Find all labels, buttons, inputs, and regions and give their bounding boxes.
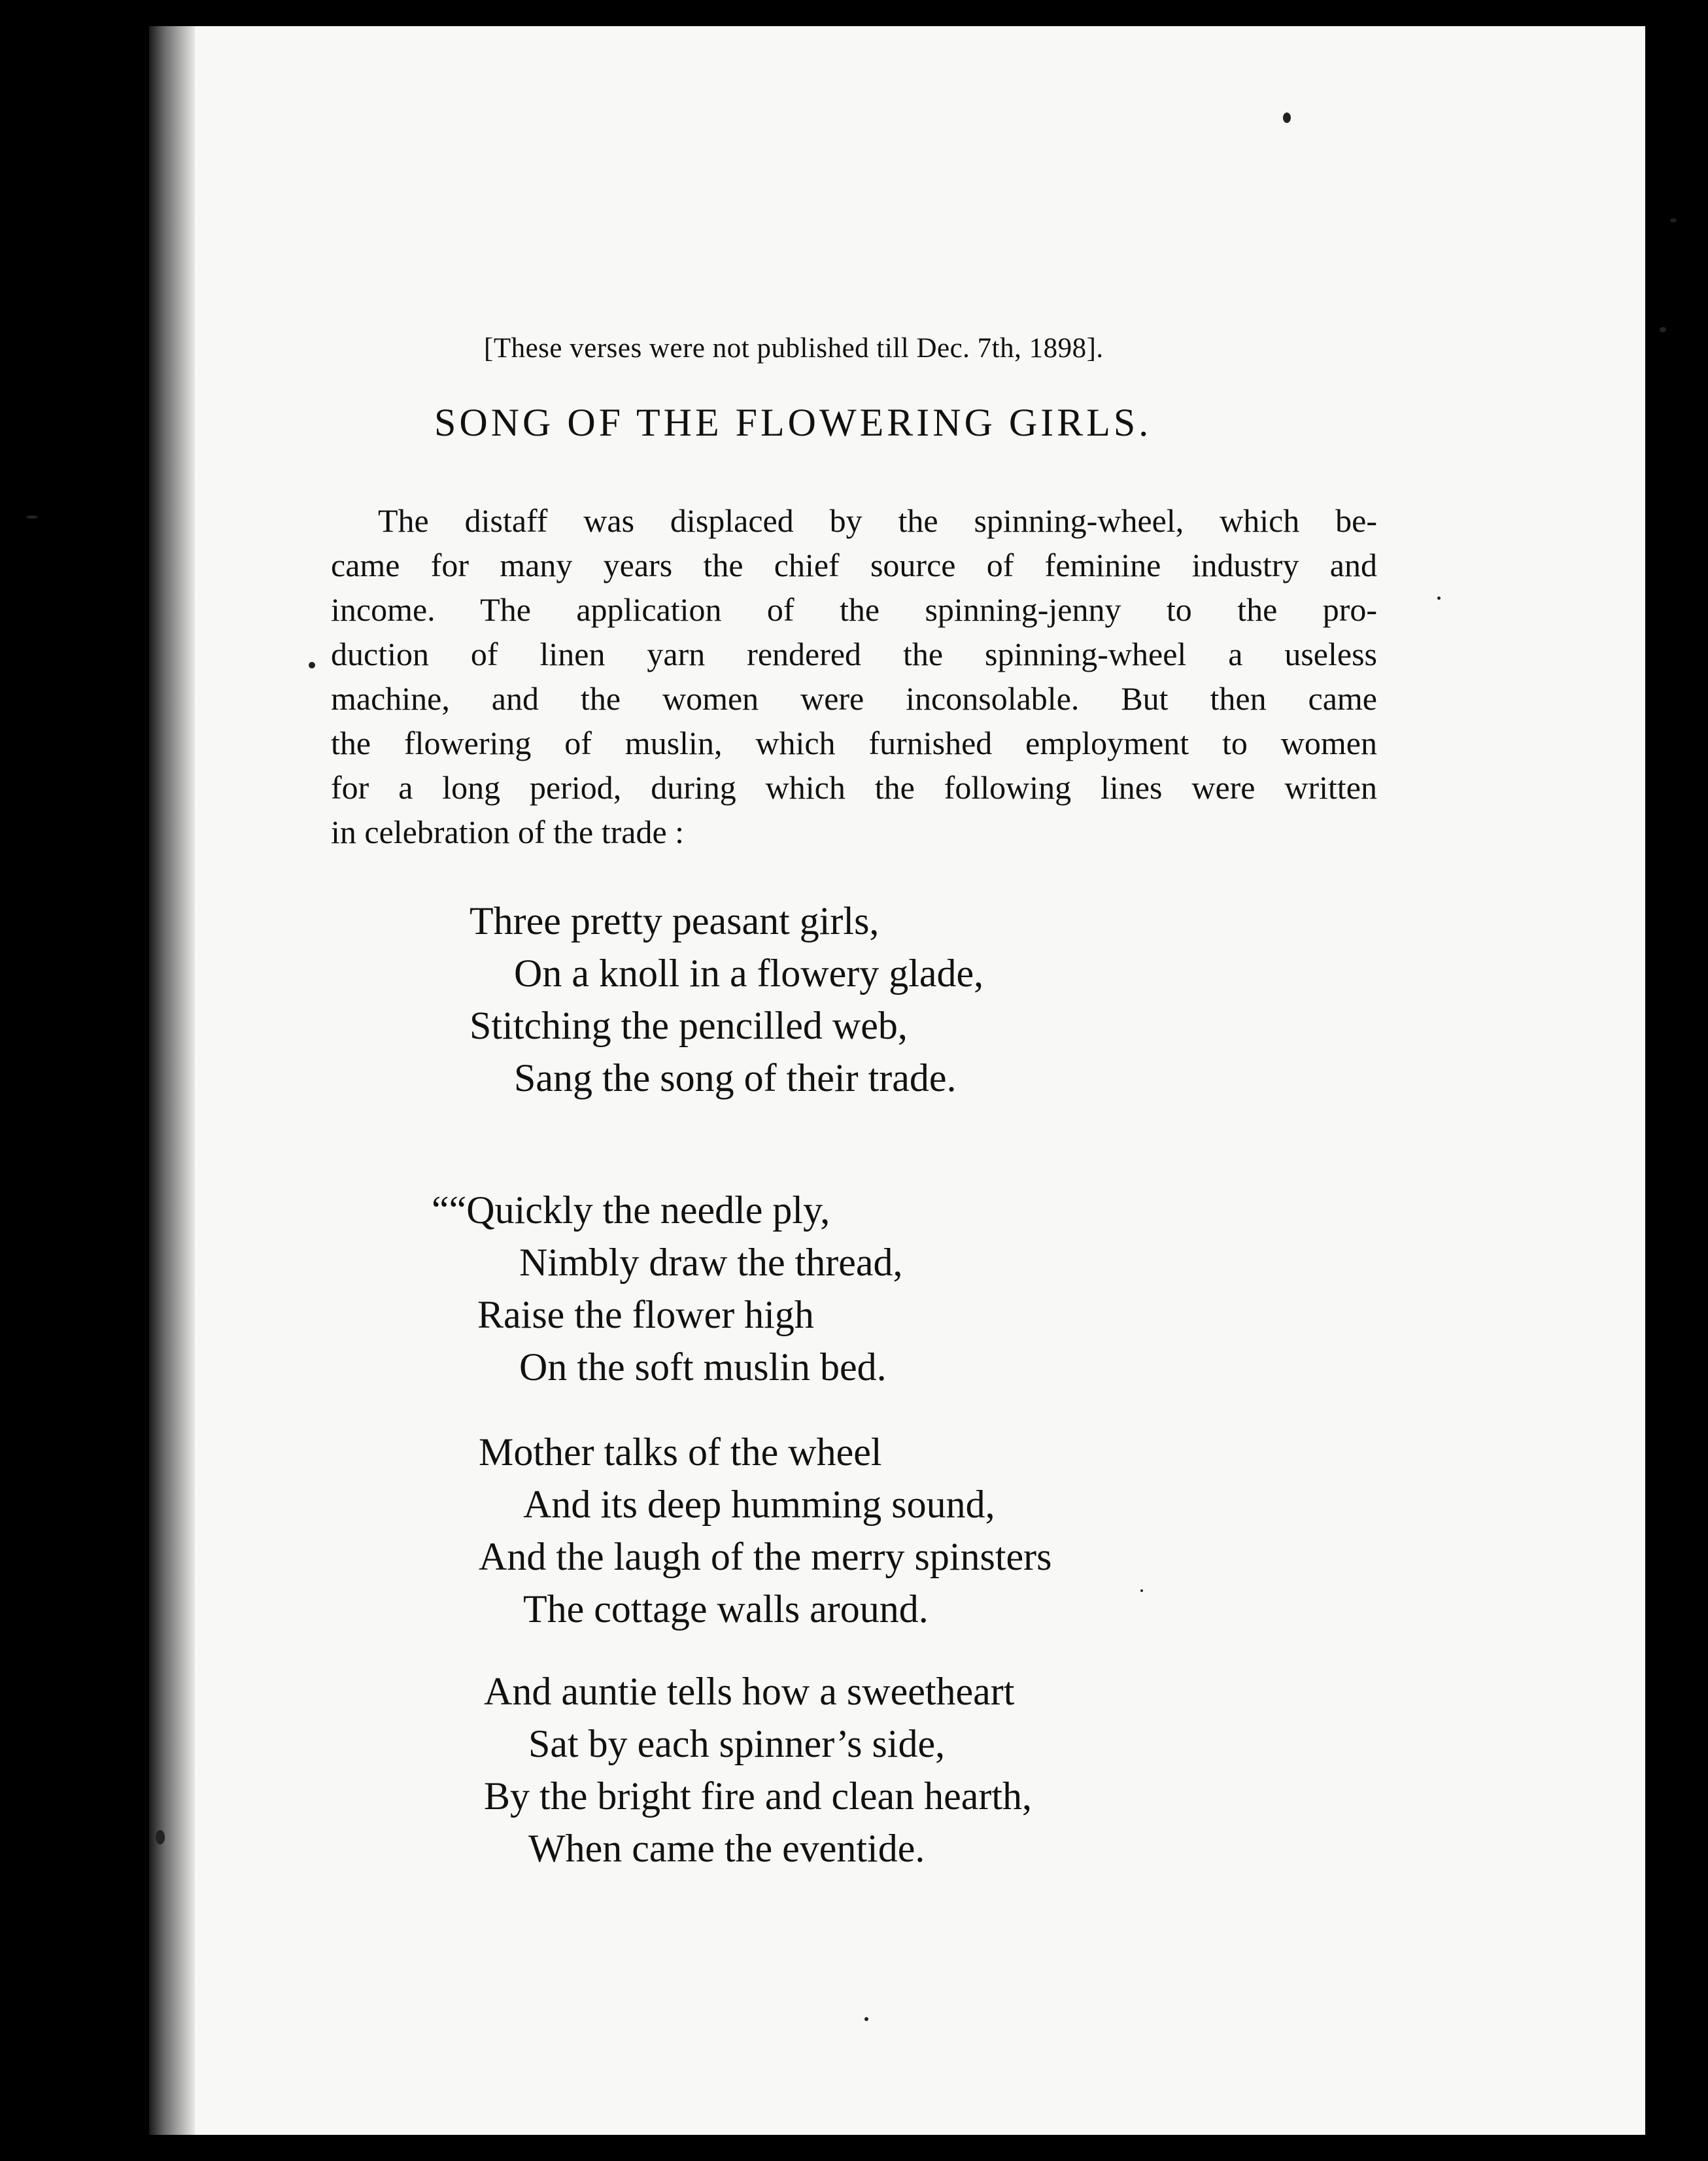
verse-line: Stitching the pencilled web, <box>470 1004 908 1047</box>
verse-line: Raise the flower high <box>477 1293 814 1336</box>
intro-line: the flowering of muslin, which furnished employment to women <box>331 725 1377 761</box>
speck <box>1660 327 1666 332</box>
intro-paragraph <box>331 498 1377 854</box>
verse-line: And the laugh of the merry spinsters <box>479 1535 1052 1578</box>
verse-line: The cottage walls around. <box>523 1587 929 1631</box>
verse-line: Sat by each spinner’s side, <box>528 1722 946 1765</box>
verse-line: On a knoll in a flowery glade, <box>514 952 984 995</box>
speck <box>26 515 38 519</box>
speck <box>156 1830 165 1844</box>
intro-line: income. The application of the spinning-jenny to the pro- <box>331 591 1377 628</box>
verse-line: Sang the song of their trade. <box>514 1056 957 1099</box>
verse-line: By the bright fire and clean hearth, <box>484 1774 1033 1818</box>
intro-line: for a long period, during which the following lines were written <box>331 769 1377 806</box>
speck <box>1670 218 1677 222</box>
verse-line: Three pretty peasant girls, <box>470 899 880 942</box>
speck <box>1283 112 1291 123</box>
stanza-3 <box>479 1426 1051 1635</box>
verse-line: Nimbly draw the thread, <box>519 1241 903 1284</box>
speck <box>1140 1589 1143 1592</box>
speck <box>309 662 315 668</box>
verse-line: When came the eventide. <box>528 1827 925 1870</box>
intro-line: The distaff was displaced by the spinning-wheel, which be- <box>378 502 1377 539</box>
stanza-2 <box>432 1184 903 1393</box>
speck <box>864 2017 868 2021</box>
intro-line: came for many years the chief source of feminine industry and <box>331 547 1377 583</box>
verse-line: Mother talks of the wheel <box>479 1430 882 1474</box>
verse-line: ““Quickly the needle ply, <box>432 1188 830 1232</box>
verse-line: And auntie tells how a sweetheart <box>484 1670 1015 1713</box>
publication-note: [These verses were not published till Dec. 7th, 1898]. <box>484 333 1104 364</box>
intro-line: machine, and the women were inconsolable. But then came <box>331 680 1377 717</box>
verse-line: On the soft muslin bed. <box>519 1345 887 1389</box>
intro-line: in celebration of the trade : <box>331 814 685 850</box>
speck <box>1437 596 1441 600</box>
intro-line: duction of linen yarn rendered the spinning-wheel a useless <box>331 636 1377 672</box>
verse-line: And its deep humming sound, <box>523 1483 995 1526</box>
poem-title: SONG OF THE FLOWERING GIRLS. <box>434 401 1152 444</box>
stanza-4 <box>484 1665 1032 1875</box>
binding-shadow <box>149 26 195 2135</box>
stanza-1 <box>470 895 983 1104</box>
